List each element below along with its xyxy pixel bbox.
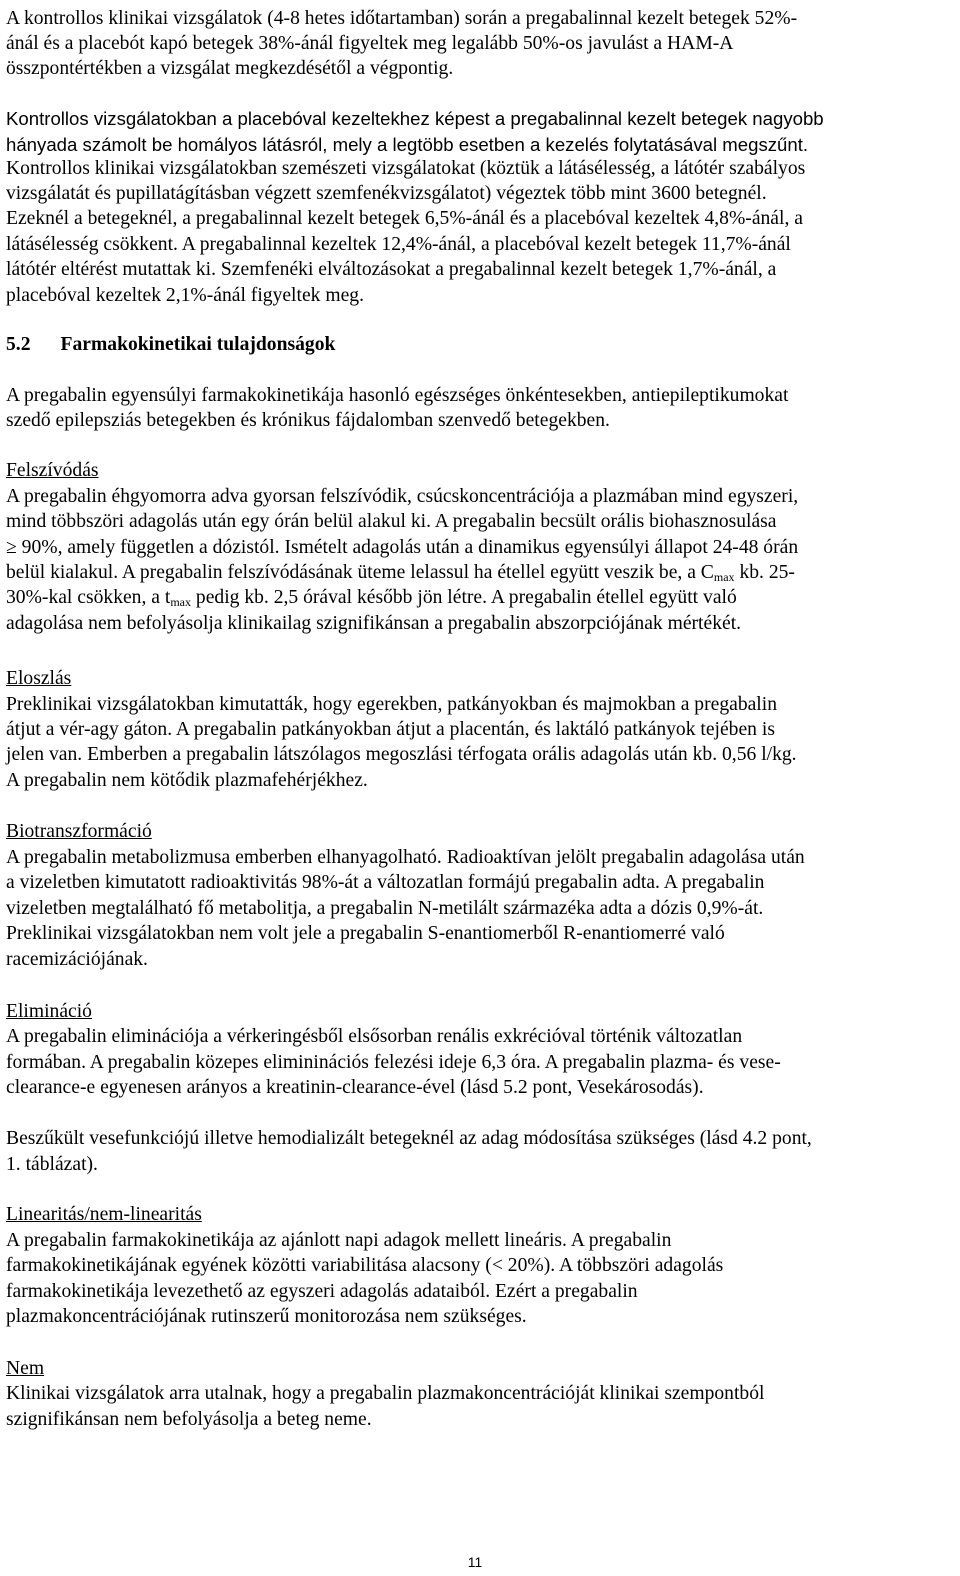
text-line: vizsgálatát és pupillatágításban végzett szemfenékvizsgálatot) végeztek több mint 3600 betegnél. <box>6 183 767 204</box>
text-line: látótér eltérést mutattak ki. Szemfenéki elváltozásokat a pregabalinnal kezelt betegek 1,7%-ánál, a <box>6 259 777 280</box>
subscript-max: max <box>170 595 191 609</box>
subheading-elimination: Elimináció <box>6 1001 92 1022</box>
text-line: szedő epilepsziás betegekben és krónikus fájdalomban szenvedő betegekben. <box>6 410 610 431</box>
text-line: jelen van. Emberben a pregabalin látszólagos megoszlási térfogata orális adagolás után kb. 0,56 l/kg. <box>6 744 797 765</box>
text-line: Kontrollos klinikai vizsgálatokban szemészeti vizsgálatokat (köztük a látásélesség, a látótér szabályos <box>6 158 806 179</box>
text-run: 30%-kal csökken, a t <box>6 587 171 608</box>
text-line: A pregabalin eliminációja a vérkeringésből elsősorban renális exkrécióval történik változatlan <box>6 1026 743 1047</box>
text-line: A pregabalin nem kötődik plazmafehérjékhez. <box>6 770 368 791</box>
text-line: látásélesség csökkent. A pregabalinnal kezeltek 12,4%-ánál, a placebóval kezelt betegek 11,7%-ánál <box>6 234 791 255</box>
text-line: hányada számolt be homályos látásról, mely a legtöbb esetben a kezelés folytatásával megszűnt. <box>6 134 809 155</box>
text-line: farmakokinetikájának egyének közötti variabilitása alacsony (< 20%). A többszöri adagolás <box>6 1255 724 1276</box>
subscript-max: max <box>713 570 735 584</box>
text-line: racemizációjának. <box>6 949 148 970</box>
subheading-biotransformation: Biotranszformáció <box>6 821 152 842</box>
text-line: átjut a vér-agy gáton. A pregabalin patkányokban átjut a placentán, és laktáló patkányok tejében is <box>6 719 775 740</box>
text-line: szignifikánsan nem befolyásolja a beteg neme. <box>6 1409 372 1430</box>
text-line: Ezeknél a betegeknél, a pregabalinnal kezelt betegek 6,5%-ánál és a placebóval kezeltek 4,8%-ánál, a <box>6 208 803 229</box>
text-line: Klinikai vizsgálatok arra utalnak, hogy a pregabalin plazmakoncentrációját klinikai szempontból <box>6 1383 765 1404</box>
section-title: Farmakokinetikai tulajdonságok <box>60 334 336 355</box>
text-line: adagolása nem befolyásolja klinikailag szignifikánsan a pregabalin abszorpciójának mértékét. <box>6 613 742 634</box>
section-heading <box>6 332 335 358</box>
text-line: formában. A pregabalin közepes elimininációs felezési ideje 6,3 óra. A pregabalin plazma- és vese- <box>6 1052 781 1073</box>
text-line: A pregabalin metabolizmusa emberben elhanyagolható. Radioaktívan jelölt pregabalin adagolása után <box>6 847 805 868</box>
text-line: összpontértékben a vizsgálat megkezdésétől a végpontig. <box>6 58 454 79</box>
text-line <box>6 560 795 586</box>
page-number: 11 <box>467 1554 483 1570</box>
text-line: vizeletben megtalálható fő metabolitja, a pregabalin N-metilált származéka adta a dózis 0,9%-át. <box>6 898 764 919</box>
text-run: kb. 25- <box>734 562 795 583</box>
text-line: placebóval kezeltek 2,1%-ánál figyeltek meg. <box>6 285 364 306</box>
subheading-distribution: Eloszlás <box>6 668 72 689</box>
text-line: A kontrollos klinikai vizsgálatok (4-8 hetes időtartamban) során a pregabalinnal kezelt betegek 52%- <box>6 8 798 29</box>
text-line: A pregabalin egyensúlyi farmakokinetikája hasonló egészséges önkéntesekben, antiepileptikumokat <box>6 385 789 406</box>
text-line: Preklinikai vizsgálatokban nem volt jele a pregabalin S-enantiomerből R-enantiomerré való <box>6 923 725 944</box>
text-run: belül kialakul. A pregabalin felszívódásának üteme lelassul ha étellel együtt veszik be, a C <box>6 562 714 583</box>
text-line <box>6 585 737 611</box>
text-run: pedig kb. 2,5 órával később jön létre. A pregabalin étellel együtt való <box>191 587 737 608</box>
text-line: 1. táblázat). <box>6 1154 98 1175</box>
text-line: a vizeletben kimutatott radioaktivitás 98%-át a változatlan formájú pregabalin adta. A pregabalin <box>6 872 765 893</box>
subheading-gender: Nem <box>6 1358 45 1379</box>
text-line: ≥ 90%, amely független a dózistól. Ismételt adagolás után a dinamikus egyensúlyi állapot 24-48 órán <box>6 537 799 558</box>
text-line: Preklinikai vizsgálatokban kimutatták, hogy egerekben, patkányokban és majmokban a pregabalin <box>6 694 777 715</box>
text-line: farmakokinetikája levezethető az egyszeri adagolás adataiból. Ezért a pregabalin <box>6 1281 638 1302</box>
text-line: A pregabalin éhgyomorra adva gyorsan felszívódik, csúcskoncentrációja a plazmában mind egyszeri, <box>6 486 799 507</box>
subheading-linearity: Linearitás/nem-linearitás <box>6 1204 202 1225</box>
subheading-absorption: Felszívódás <box>6 460 99 481</box>
text-line: ánál és a placebót kapó betegek 38%-ánál figyeltek meg legalább 50%-os javulást a HAM-A <box>6 33 734 54</box>
text-line: plazmakoncentrációjának rutinszerű monitorozása nem szükséges. <box>6 1306 527 1327</box>
text-line: clearance-e egyenesen arányos a kreatinin-clearance-ével (lásd 5.2 pont, Vesekárosodás). <box>6 1077 704 1098</box>
text-line: mind többszöri adagolás után egy órán belül alakul ki. A pregabalin becsült orális biohasznosulása <box>6 511 777 532</box>
text-line: Kontrollos vizsgálatokban a placebóval kezeltekhez képest a pregabalinnal kezelt betegek nagyobb <box>6 108 824 129</box>
section-number: 5.2 <box>6 334 31 355</box>
text-line: Beszűkült vesefunkciójú illetve hemodializált betegeknél az adag módosítása szükséges (lásd 4.2 pont, <box>6 1128 812 1149</box>
text-line: A pregabalin farmakokinetikája az ajánlott napi adagok mellett lineáris. A pregabalin <box>6 1230 672 1251</box>
